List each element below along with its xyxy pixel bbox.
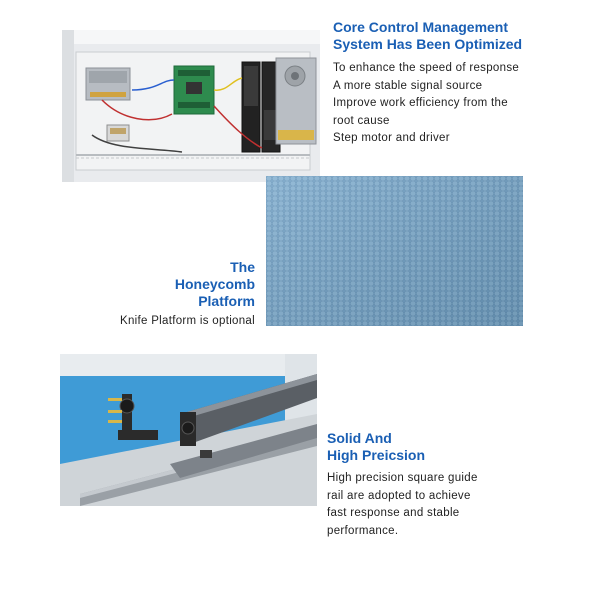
body-line: performance. [327, 524, 399, 537]
body-line: To enhance the speed of response [333, 62, 520, 74]
body-line: High precision square guide [327, 472, 478, 484]
body-line: root cause [333, 114, 390, 127]
body-line: Improve work efficiency from the [333, 97, 508, 109]
title-line: Solid And [327, 430, 392, 446]
control-cabinet-photo [62, 30, 320, 182]
guide-rail-photo [60, 354, 317, 506]
title-line: The [230, 259, 255, 275]
body-line: A more stable signal source [333, 79, 483, 92]
title-line: Core Control Management [333, 19, 509, 35]
title-line: Platform [198, 293, 255, 309]
section-body-honeycomb [120, 313, 255, 331]
honeycomb-platform-photo [266, 176, 523, 326]
body-line: Knife Platform is optional [119, 315, 255, 327]
section-body-control [333, 60, 519, 148]
title-line: System Has Been Optimized [333, 36, 523, 52]
section-title-honeycomb [175, 259, 255, 310]
body-line: fast response and stable [327, 507, 460, 519]
section-body-rail [327, 470, 478, 540]
title-line: Honeycomb [174, 276, 255, 292]
title-line: High Preicsion [327, 447, 426, 463]
body-line: Step motor and driver [333, 132, 450, 144]
section-title-rail [327, 430, 425, 464]
body-line: rail are adopted to achieve [327, 489, 471, 502]
section-title-control [333, 19, 522, 53]
